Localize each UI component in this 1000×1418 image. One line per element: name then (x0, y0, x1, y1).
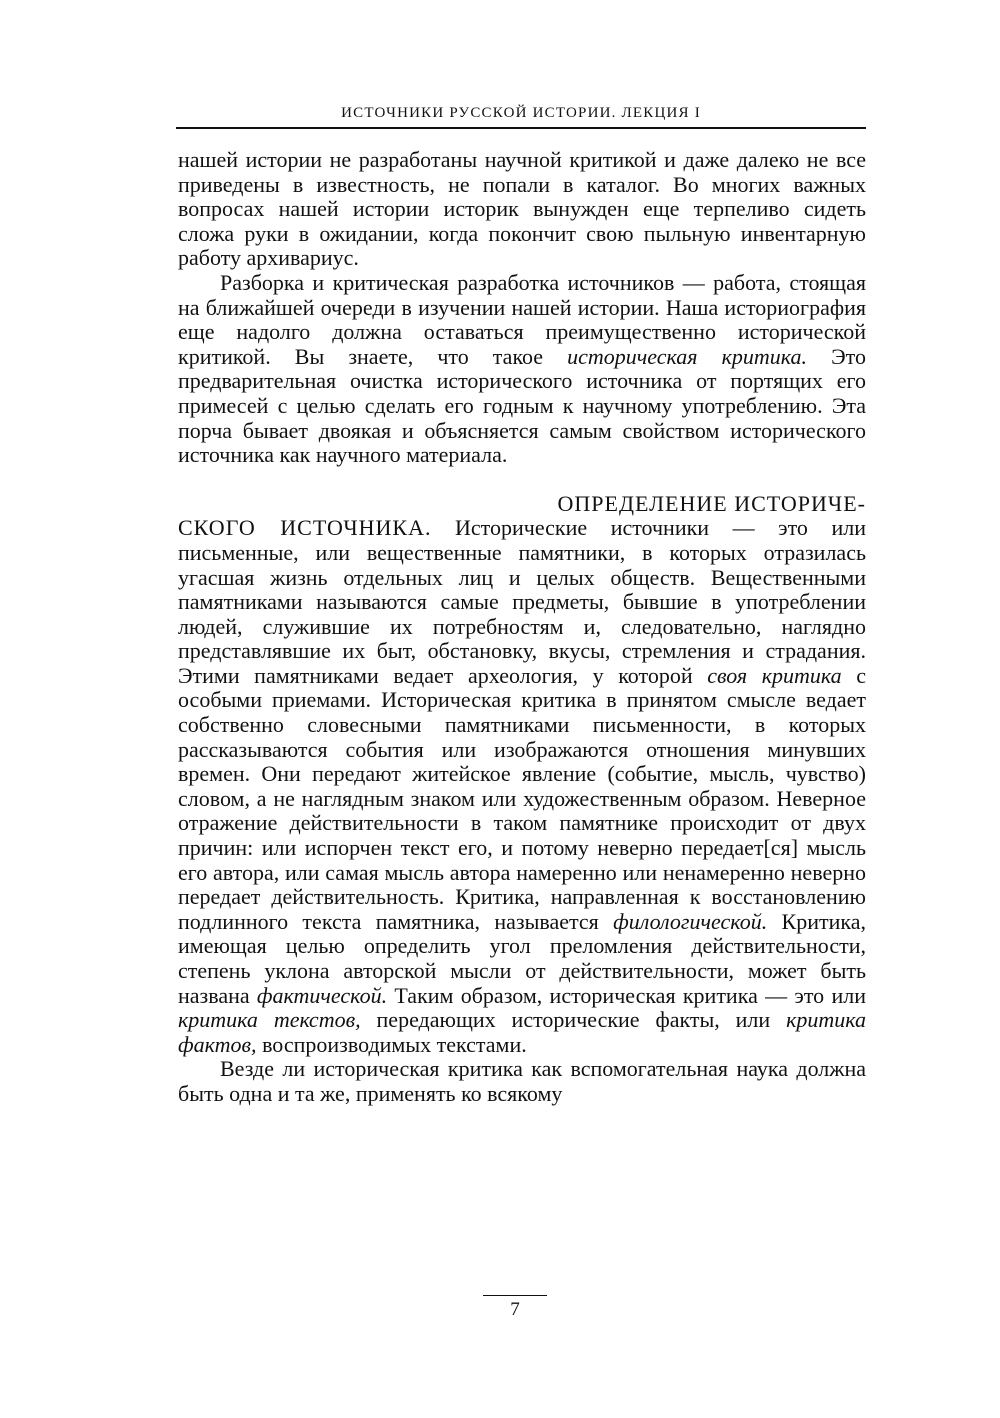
paragraph-3-text-4: Таким образом, историческая критика — это или (387, 982, 866, 1008)
paragraph-3-italic-1: своя критика (707, 662, 842, 688)
header-rule (176, 127, 866, 129)
section-gap (178, 468, 866, 492)
paragraph-2-text-2: Это предварительная очистка исторического источника от портящих его примесей с целью сделать его годным к научному употреблению. Эта порча бывает двоякая и объясняется самым свойством исторического источника как научного материала. (178, 343, 866, 468)
paragraph-3-italic-5: критика фактов, (178, 1007, 867, 1057)
paragraph-2-text-1: Разборка и критическая разработка источников — работа, стоящая на ближайшей очереди в изучении нашей истории. Наша историография еще надолго должна оставаться преимущественно исторической критикой. Вы знаете, что такое (178, 269, 866, 369)
paragraph-2 (178, 271, 866, 468)
paragraph-3-italic-2: филологической. (613, 908, 768, 934)
paragraph-3-text-1: Исторические источники — это или письменные, или вещественные памятники, в которых отразилась угасшая жизнь отдельных лиц и целых обществ. Вещественными памятниками называются самые предметы, бывшие в употреблении людей, служившие их потребностям и, следовательно, наглядно представлявшие их быт, обстановку, вкусы, стремления и страдания. Этими памятниками ведает археология, у которой (178, 515, 866, 688)
section-heading-line-2: СКОГО ИСТОЧНИКА. (178, 515, 432, 541)
running-head: ИСТОЧНИКИ РУССКОЙ ИСТОРИИ. ЛЕКЦИЯ I (341, 105, 701, 121)
paragraph-3 (178, 492, 866, 1058)
paragraph-3-italic-3: фактической. (256, 982, 388, 1008)
paragraph-3-italic-4: критика текстов, (178, 1007, 361, 1033)
paragraph-2-italic-term: историческая критика. (567, 343, 808, 369)
paragraph-3-text-3: Критика, имеющая целью определить угол преломления действительности, степень уклона авторской мысли от действительности, может быть названа (178, 908, 866, 1008)
paragraph-3-text-5: передающих исторические факты, или (360, 1007, 787, 1033)
section-heading-line-1: ОПРЕДЕЛЕНИЕ ИСТОРИЧЕ- (557, 490, 866, 516)
paragraph-3-text-6: воспроизводимых текстами. (256, 1031, 527, 1057)
body-text (178, 148, 866, 1107)
paragraph-4: Везде ли историческая критика как вспомогательная наука должна быть одна и та же, применять ко всякому (178, 1056, 866, 1106)
footer-rule (483, 1295, 547, 1296)
page-number: 7 (510, 1299, 520, 1320)
paragraph-3-text-2: с особыми приемами. Историческая критика в принятом смысле ведает собственно словесными памятниками письменности, в которых рассказываются события или изображаются отношения минувших времен. Они передают житейское явление (событие, мысль, чувство) словом, а не наглядным знаком или художественным образом. Неверное отражение действительности в таком памятнике происходит от двух причин: или испорчен текст его, и потому неверно передает[ся] мысль его автора, или самая мысль автора намеренно или ненамеренно неверно передает действительность. Критика, направленная к восстановлению подлинного текста памятника, называется (178, 662, 867, 934)
paragraph-1: нашей истории не разработаны научной критикой и даже далеко не все приведены в известность, не попали в каталог. Во многих важных вопросах нашей истории историк вынужден еще терпеливо сидеть сложа руки в ожидании, когда покончит свою пыльную инвентарную работу архивариус. (178, 147, 866, 271)
